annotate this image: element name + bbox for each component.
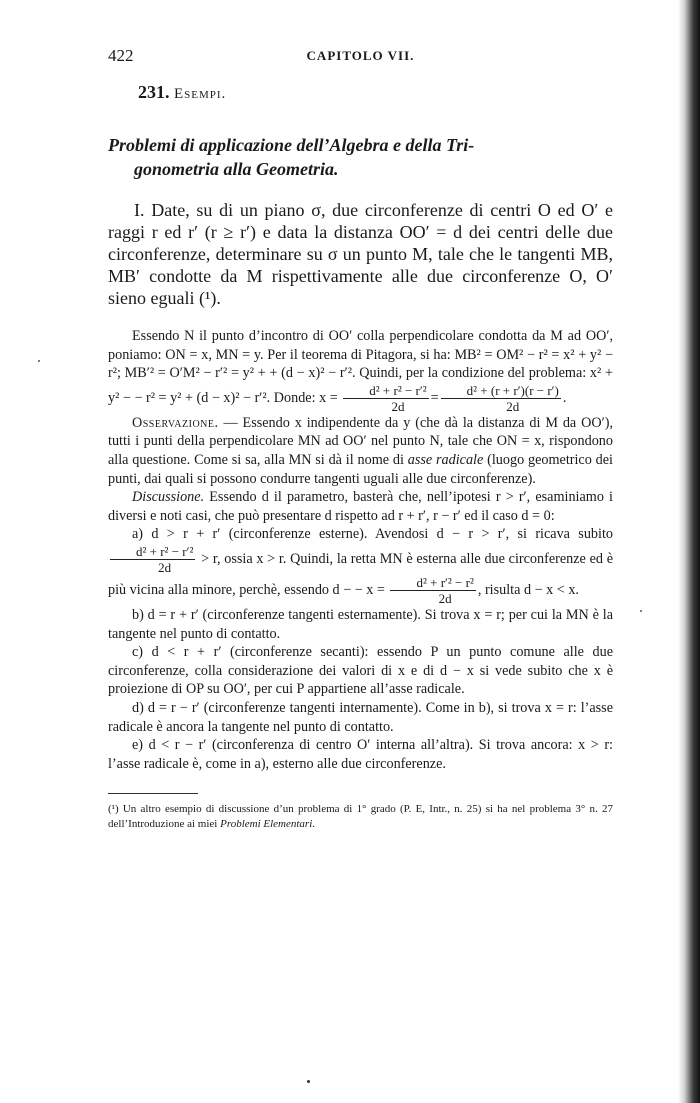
fraction-numerator: d² + r² − r′² <box>110 544 195 560</box>
observation-label: Osservazione. <box>132 414 219 431</box>
observation-text-end: (luogo geometrico dei punti, dai quali si possono condurre tangenti uguali alle due circonferenze). <box>108 451 613 487</box>
page-number: 422 <box>108 46 134 65</box>
section-heading <box>138 82 613 103</box>
footnote <box>108 802 613 832</box>
title-line-1: Problemi di applicazione dell’Algebra e della Tri- <box>108 135 475 155</box>
chapter-title: CAPITOLO VII. <box>306 48 415 63</box>
fraction-denominator: 2d <box>391 398 405 414</box>
case-b: b) d = r + r′ (circonferenze tangenti esternamente). Si trova x = r; per cui la MN è la tangente nel punto di contatto. <box>108 606 613 642</box>
period: . <box>562 389 567 406</box>
page-edge-shadow <box>678 0 700 1103</box>
paragraph-solution <box>108 327 613 414</box>
case-c: c) d < r + r′ (circonferenze secanti): essendo P un punto comune alle due circonferenze, colla considerazione dei valori di x e di d − x si vede subito che x è proiezione di OP su OO′, per cui P appartiene all’asse radicale. <box>108 644 613 698</box>
fraction-denominator: 2d <box>158 559 172 575</box>
problem-statement: I. Date, su di un piano σ, due circonferenze di centri O ed O′ e raggi r ed r′ (r ≥ r′) e data la distanza OO′ = d dei centri delle due circonferenze, determinare su σ un punto M, tale che le tangenti MB, MB′ condotte da M rispettivamente alle due circonferenze O, O′ sieno eguali (¹). <box>108 200 613 308</box>
discussion-text: Essendo d il parametro, basterà che, nell’ipotesi r > r′, esaminiamo i diversi e noti casi, che può presentare d rispetto ad r + r′, r − r′ ed il caso d = 0: <box>108 489 613 524</box>
ink-speck <box>640 610 642 612</box>
ink-speck <box>38 360 40 362</box>
footnote-text: (¹) Un altro esempio di discussione d’un problema di 1° grado (P. E, Intr., n. 25) si ha nel problema 3° n. 27 dell’Introduzione ai miei <box>108 803 613 831</box>
ink-speck <box>307 1080 310 1083</box>
case-a-text-2: > r, ossia x > r. Quindi, la retta MN è esterna alle due circonferenze ed è più vicina alla minore, perchè, essendo d − − x = <box>108 550 613 598</box>
case-a <box>108 525 613 606</box>
case-a-text: a) d > r + r′ (circonferenze esterne). Avendosi d − r > r′, si ricava subito <box>132 526 613 543</box>
fraction-case-a-2 <box>390 575 475 606</box>
case-e: e) d < r − r′ (circonferenza di centro O′ interna all’altra). Si trova ancora: x > r: l’asse radicale è, come in a), esterno alle due circonferenze. <box>108 737 613 772</box>
discussion-label: Discussione. <box>132 489 205 506</box>
section-label: Esempi. <box>174 86 227 102</box>
fraction-numerator: d² + r² − r′² <box>343 383 428 399</box>
observation-text: — Essendo x indipendente da y (che dà la distanza di M da OO′), tutti i punti della perpendicolare MN ad OO′ nel punto N, tale che ON = x, rispondono alla questione. Come si sa, alla MN si dà il nome di <box>108 414 613 468</box>
fraction-denominator: 2d <box>438 590 452 606</box>
problem-title <box>108 133 613 181</box>
section-number: 231. <box>138 82 170 102</box>
footnote-end: . <box>312 818 316 831</box>
paragraph-discussion <box>108 488 613 525</box>
fraction-denominator: 2d <box>506 398 520 414</box>
case-d: d) d = r − r′ (circonferenze tangenti internamente). Come in b), si trova x = r: l’asse radicale è ancora la tangente nel punto di contatto. <box>108 699 613 735</box>
fraction-x-factored <box>441 383 561 414</box>
footnote-rule <box>108 793 198 794</box>
fraction-numerator: d² + (r + r′)(r − r′) <box>441 383 561 399</box>
title-line-2: gonometria alla Geometria. <box>134 159 339 179</box>
equals-sign: = <box>430 389 439 406</box>
fraction-case-a <box>110 544 195 575</box>
paragraph-observation <box>108 414 613 488</box>
footnote-work-title: Problemi Elementari <box>220 818 313 831</box>
fraction-numerator: d² + r′² − r² <box>390 575 475 591</box>
book-page <box>108 46 613 832</box>
case-a-text-3: , risulta d − x < x. <box>477 581 579 598</box>
radical-axis-term: asse radicale <box>407 451 484 468</box>
solution-text: Essendo N il punto d’incontro di OO′ colla perpendicolare condotta da M ad OO′, poniamo: ON = x, MN = y. Per il teorema di Pitagora, si ha: MB² = OM² − r² = x² + y² − r²; MB′² = O′M² − r′² = y² + + (d − x)² − r′². Quindi, per la condizione del problema: x² + y² − − r² = y² + (d − x)² − r′². Donde: x = <box>108 328 613 406</box>
solution-body <box>108 327 613 773</box>
running-header <box>108 46 613 72</box>
fraction-x <box>343 383 428 414</box>
